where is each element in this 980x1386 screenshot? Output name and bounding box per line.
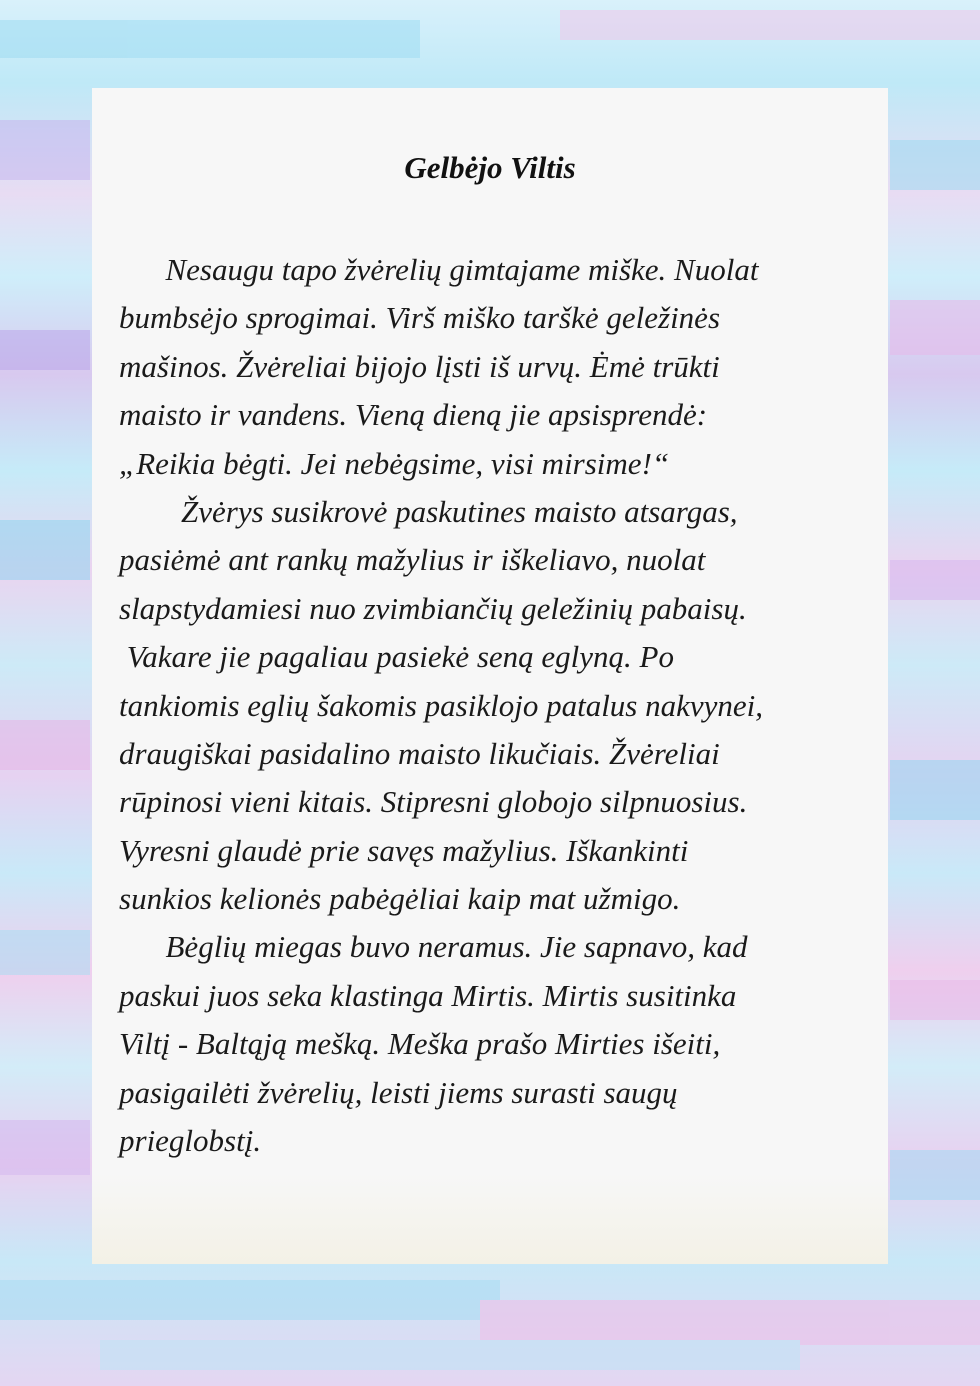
- text-line: paskui juos seka klastinga Mirtis. Mirtis susitinka: [119, 977, 737, 1013]
- text-line: „Reikia bėgti. Jei nebėgsime, visi mirsime!“: [119, 445, 670, 481]
- text-line: mašinos. Žvėreliai bijojo lįsti iš urvų. Ėmė trūkti: [119, 348, 720, 384]
- text-line: Vakare jie pagaliau pasiekė seną eglyną. Po: [119, 639, 674, 675]
- text-line: bumbsėjo sprogimai. Virš miško tarškė geležinės: [119, 300, 721, 336]
- text-line: pasiėmė ant rankų mažylius ir iškeliavo, nuolat: [119, 542, 706, 578]
- text-line: maisto ir vandens. Vieną dieną jie apsisprendė:: [119, 397, 708, 433]
- paper-texture: [92, 1174, 888, 1264]
- text-line: Žvėrys susikrovė paskutines maisto atsargas,: [119, 493, 738, 529]
- text-line: tankiomis eglių šakomis pasiklojo patalus nakvynei,: [119, 687, 764, 723]
- text-line: Viltį - Baltąją mešką. Meška prašo Mirties išeiti,: [119, 1026, 721, 1062]
- text-line: Nesaugu tapo žvėrelių gimtajame miške. Nuolat: [119, 252, 759, 287]
- text-line: sunkios kelionės pabėgėliai kaip mat užmigo.: [119, 881, 681, 917]
- text-line: rūpinosi vieni kitais. Stipresni globojo silpnuosius.: [119, 784, 748, 820]
- story-text: [119, 246, 859, 1165]
- text-line: slapstydamiesi nuo zvimbiančių geležinių pabaisų.: [119, 590, 747, 626]
- text-line: Vyresni glaudė prie savęs mažylius. Iškankinti: [119, 832, 689, 868]
- text-line: prieglobstį.: [119, 1123, 262, 1159]
- paper-sheet: [92, 88, 888, 1264]
- text-line: pasigailėti žvėrelių, leisti jiems surasti saugų: [119, 1074, 678, 1110]
- text-line: draugiškai pasidalino maisto likučiais. Žvėreliai: [119, 735, 720, 771]
- document-title: Gelbėjo Viltis: [404, 150, 576, 185]
- text-line: Bėglių miegas buvo neramus. Jie sapnavo, kad: [119, 929, 748, 965]
